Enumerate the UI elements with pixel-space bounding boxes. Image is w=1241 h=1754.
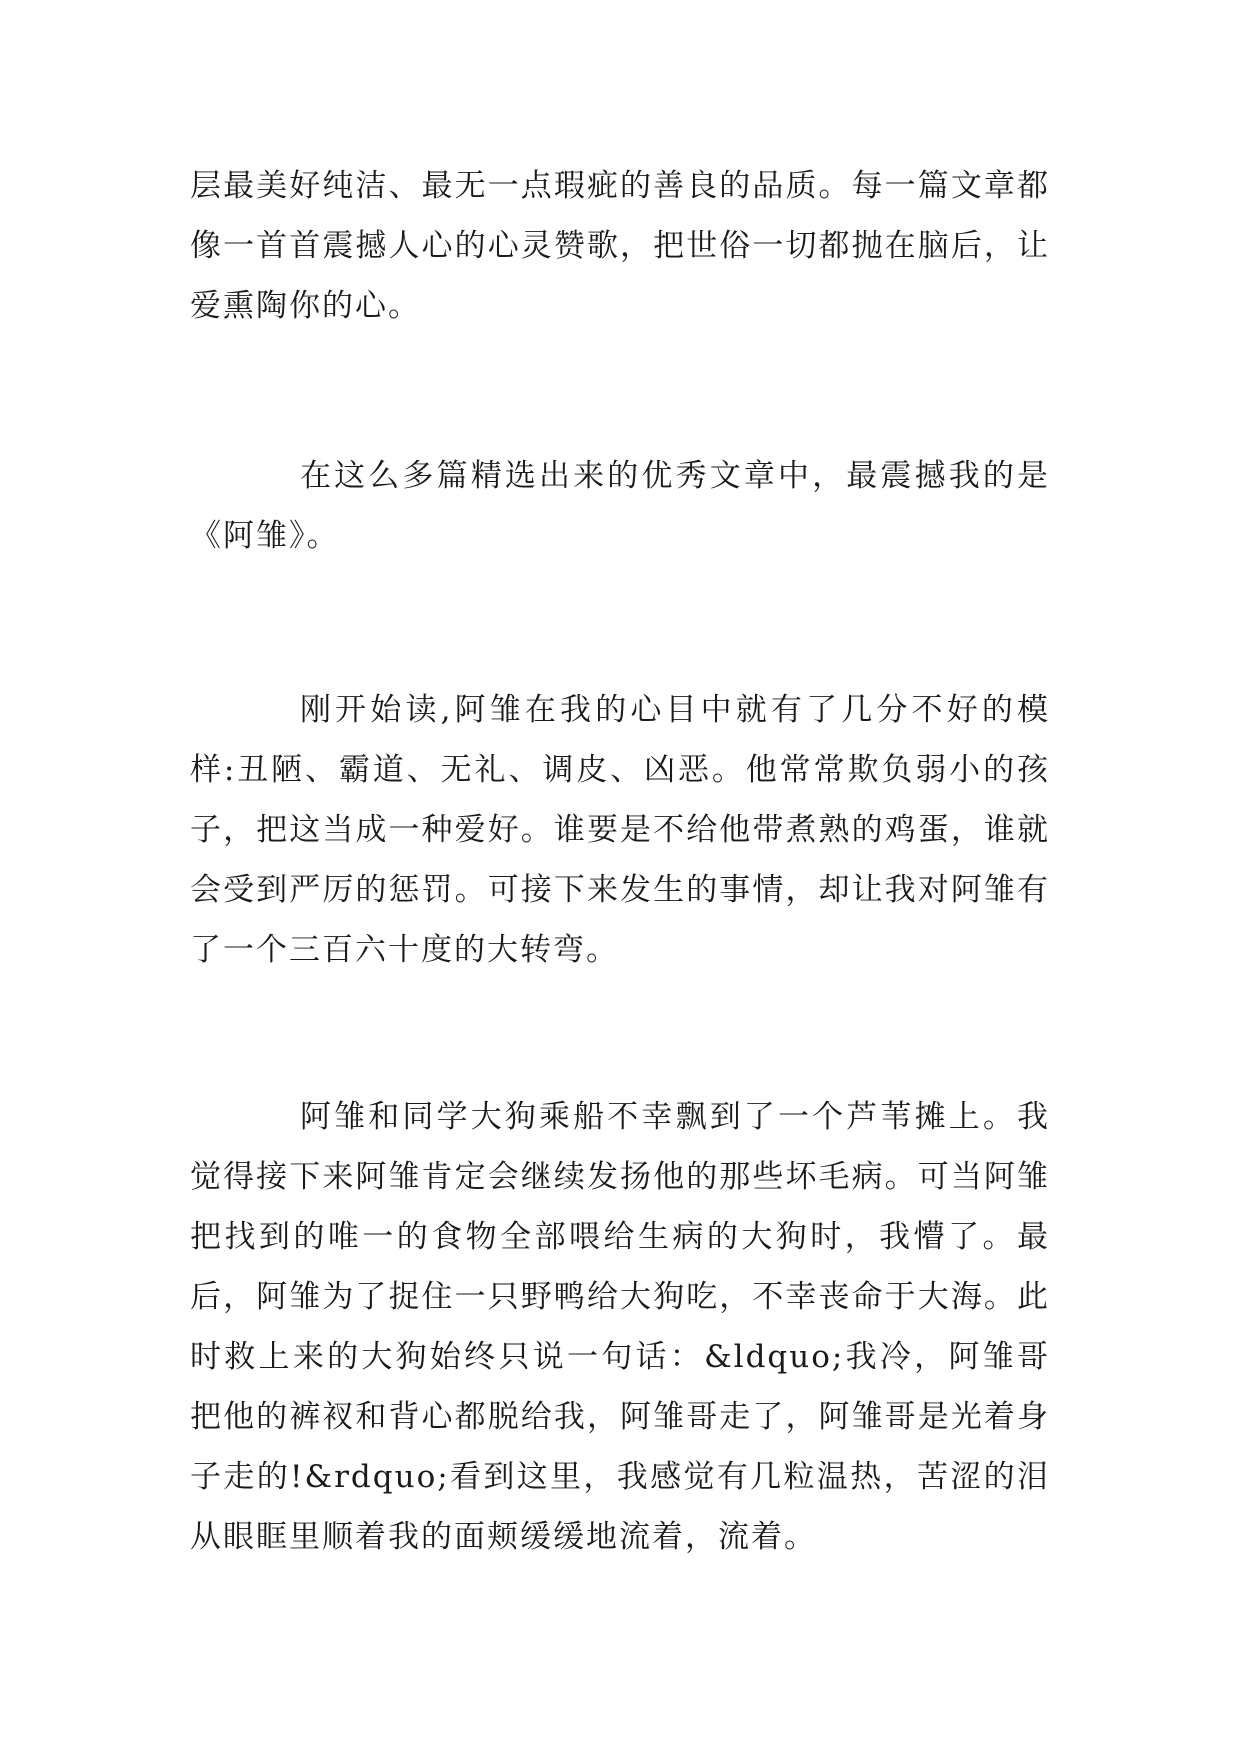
paragraph-first-impression: 刚开始读,阿雏在我的心目中就有了几分不好的模样:丑陋、霸道、无礼、调皮、凶恶。他常常欺负弱小的孩子，把这当成一种爱好。谁要是不给他带煮熟的鸡蛋，谁就会受到严厉的惩罚。可接下来发生的事情，却让我对阿雏有了一个三百六十度的大转弯。 <box>190 692 1050 968</box>
paragraph-story-climax: 阿雏和同学大狗乘船不幸飘到了一个芦苇摊上。我觉得接下来阿雏肯定会继续发扬他的那些坏毛病。可当阿雏把找到的唯一的食物全部喂给生病的大狗时，我懵了。最后，阿雏为了捉住一只野鸭给大狗吃，不幸丧命于大海。此时救上来的大狗始终只说一句话：&ldquo;我冷，阿雏哥把他的裤衩和背心都脱给我，阿雏哥走了，阿雏哥是光着身子走的!&rdquo;看到这里，我感觉有几粒温热，苦涩的泪从眼眶里顺着我的面颊缓缓地流着，流着。 <box>190 1099 1050 1555</box>
paragraph-continuation: 层最美好纯洁、最无一点瑕疵的善良的品质。每一篇文章都像一首首震撼人心的心灵赞歌，把世俗一切都抛在脑后，让爱熏陶你的心。 <box>190 168 1050 324</box>
paragraph-favorite-article: 在这么多篇精选出来的优秀文章中，最震撼我的是《阿雏》。 <box>190 458 1050 554</box>
